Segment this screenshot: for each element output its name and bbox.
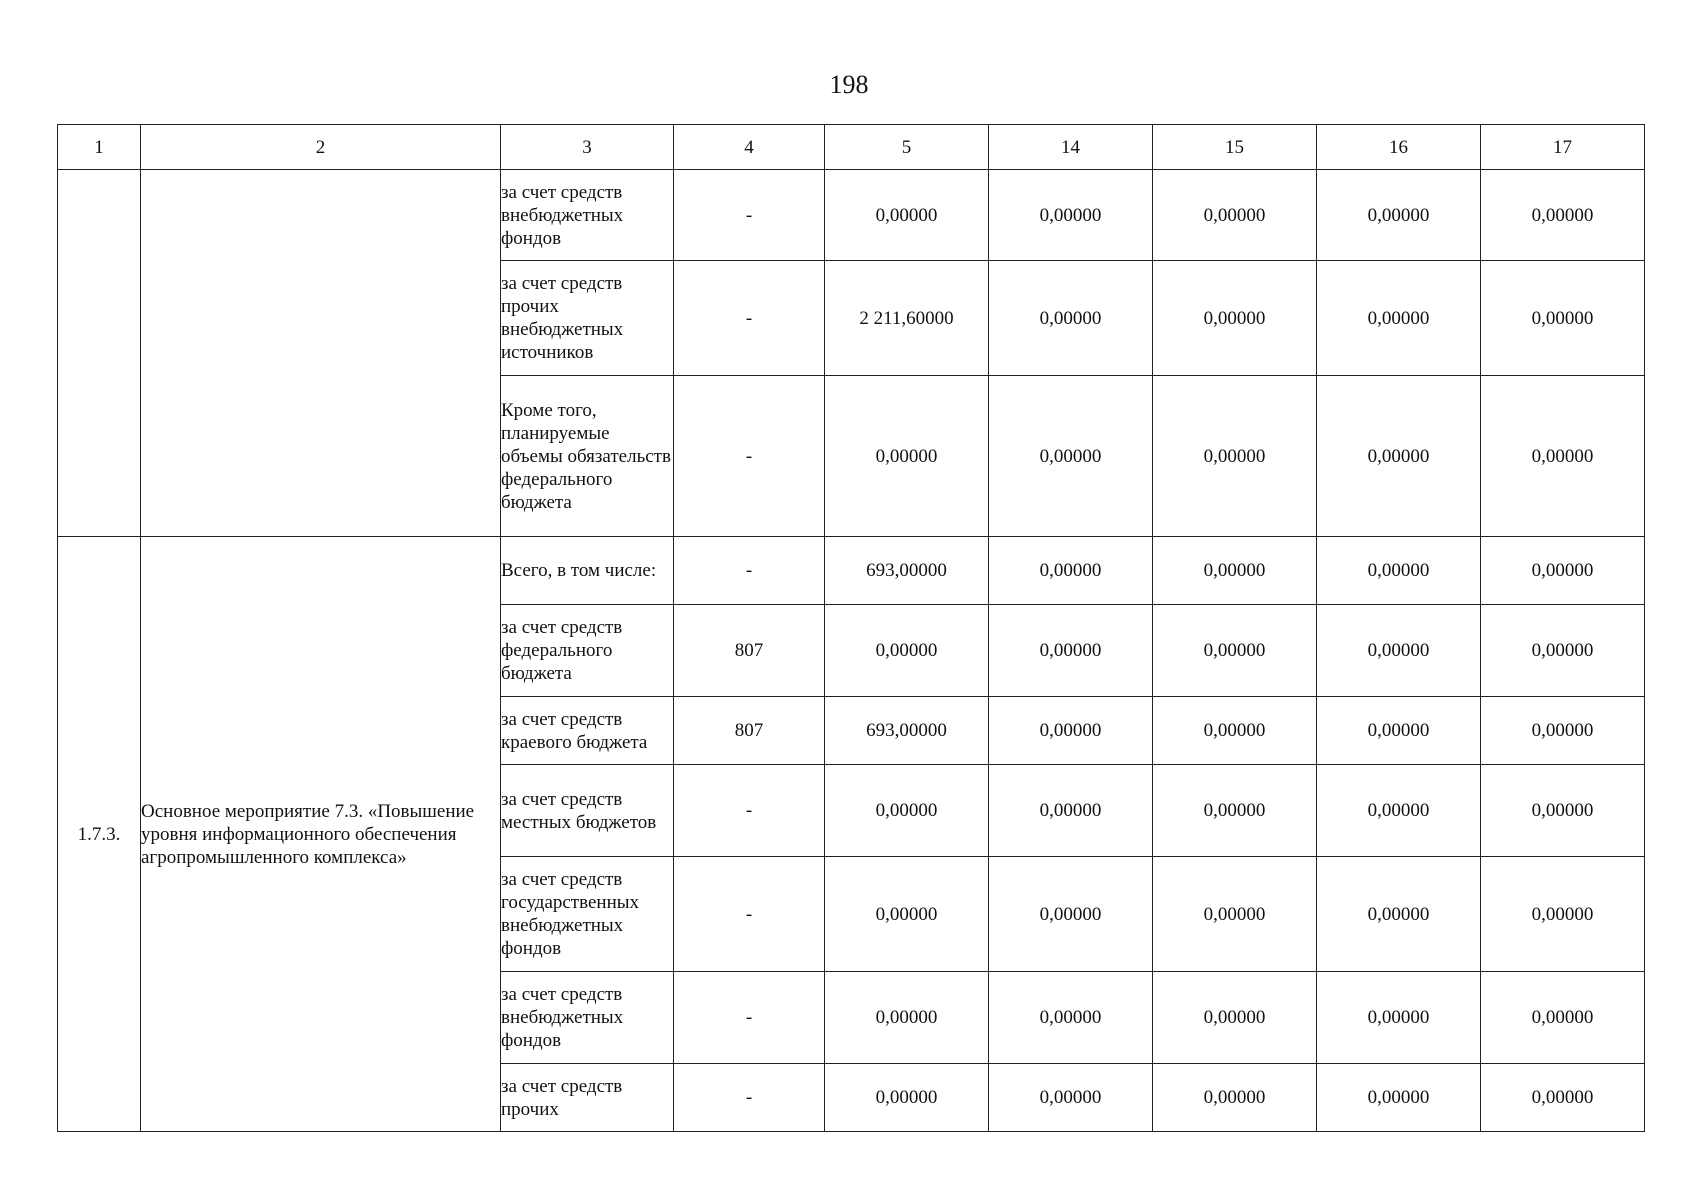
- amount-cell: 0,00000: [989, 537, 1153, 605]
- funding-source-cell: Всего, в том числе:: [501, 537, 674, 605]
- column-header: 16: [1317, 125, 1481, 170]
- amount-cell: 0,00000: [1153, 1064, 1317, 1132]
- funding-source-cell: за счет средств внебюджетных фондов: [501, 170, 674, 261]
- amount-cell: 0,00000: [1317, 605, 1481, 697]
- amount-cell: 0,00000: [1153, 857, 1317, 972]
- amount-cell: 0,00000: [1481, 376, 1645, 537]
- amount-cell: 0,00000: [989, 261, 1153, 376]
- item-code-cell: 1.7.3.: [58, 537, 141, 1132]
- funding-source-cell: Кроме того, планируемые объемы обязательств федерального бюджета: [501, 376, 674, 537]
- item-name-cell: [141, 170, 501, 537]
- amount-cell: 0,00000: [1317, 170, 1481, 261]
- amount-cell: 0,00000: [1153, 261, 1317, 376]
- amount-cell: 0,00000: [989, 1064, 1153, 1132]
- column-header: 4: [674, 125, 825, 170]
- amount-cell: 0,00000: [825, 605, 989, 697]
- kbk-cell: -: [674, 261, 825, 376]
- column-header: 5: [825, 125, 989, 170]
- kbk-cell: 807: [674, 605, 825, 697]
- amount-cell: 0,00000: [989, 765, 1153, 857]
- amount-cell: 0,00000: [1153, 376, 1317, 537]
- column-number-header-row: [58, 125, 1645, 170]
- funding-source-cell: за счет средств внебюджетных фондов: [501, 972, 674, 1064]
- funding-source-cell: за счет средств краевого бюджета: [501, 697, 674, 765]
- amount-cell: 0,00000: [1317, 857, 1481, 972]
- amount-cell: 0,00000: [825, 376, 989, 537]
- amount-cell: 0,00000: [1481, 261, 1645, 376]
- kbk-cell: -: [674, 857, 825, 972]
- amount-cell: 0,00000: [1153, 605, 1317, 697]
- amount-cell: 693,00000: [825, 697, 989, 765]
- amount-cell: 0,00000: [1481, 972, 1645, 1064]
- amount-cell: 2 211,60000: [825, 261, 989, 376]
- table-row: [58, 537, 1645, 605]
- amount-cell: 0,00000: [825, 1064, 989, 1132]
- funding-source-cell: за счет средств государственных внебюджетных фондов: [501, 857, 674, 972]
- column-header: 15: [1153, 125, 1317, 170]
- amount-cell: 0,00000: [825, 857, 989, 972]
- amount-cell: 0,00000: [825, 765, 989, 857]
- amount-cell: 0,00000: [1317, 376, 1481, 537]
- amount-cell: 693,00000: [825, 537, 989, 605]
- amount-cell: 0,00000: [1153, 765, 1317, 857]
- amount-cell: 0,00000: [1481, 765, 1645, 857]
- column-header: 1: [58, 125, 141, 170]
- kbk-cell: -: [674, 1064, 825, 1132]
- amount-cell: 0,00000: [1317, 537, 1481, 605]
- amount-cell: 0,00000: [989, 857, 1153, 972]
- budget-table: [57, 124, 1645, 1132]
- kbk-cell: -: [674, 376, 825, 537]
- kbk-cell: 807: [674, 697, 825, 765]
- page-number: 198: [829, 70, 869, 99]
- column-header: 2: [141, 125, 501, 170]
- amount-cell: 0,00000: [1481, 697, 1645, 765]
- table-row: [58, 170, 1645, 261]
- amount-cell: 0,00000: [1153, 537, 1317, 605]
- amount-cell: 0,00000: [1153, 972, 1317, 1064]
- kbk-cell: -: [674, 972, 825, 1064]
- amount-cell: 0,00000: [1317, 261, 1481, 376]
- item-name-cell: Основное мероприятие 7.3. «Повышение уровня информационного обеспечения агропромышленного комплекса»: [141, 537, 501, 1132]
- column-header: 17: [1481, 125, 1645, 170]
- funding-source-cell: за счет средств прочих: [501, 1064, 674, 1132]
- item-code-cell: [58, 170, 141, 537]
- amount-cell: 0,00000: [989, 605, 1153, 697]
- funding-source-cell: за счет средств федерального бюджета: [501, 605, 674, 697]
- amount-cell: 0,00000: [1153, 697, 1317, 765]
- amount-cell: 0,00000: [989, 972, 1153, 1064]
- amount-cell: 0,00000: [1317, 697, 1481, 765]
- amount-cell: 0,00000: [1481, 1064, 1645, 1132]
- amount-cell: 0,00000: [989, 697, 1153, 765]
- column-header: 3: [501, 125, 674, 170]
- kbk-cell: -: [674, 170, 825, 261]
- column-header: 14: [989, 125, 1153, 170]
- amount-cell: 0,00000: [825, 170, 989, 261]
- amount-cell: 0,00000: [825, 972, 989, 1064]
- amount-cell: 0,00000: [989, 170, 1153, 261]
- amount-cell: 0,00000: [1481, 537, 1645, 605]
- funding-source-cell: за счет средств местных бюджетов: [501, 765, 674, 857]
- amount-cell: 0,00000: [1317, 765, 1481, 857]
- amount-cell: 0,00000: [1481, 170, 1645, 261]
- kbk-cell: -: [674, 537, 825, 605]
- amount-cell: 0,00000: [1481, 857, 1645, 972]
- amount-cell: 0,00000: [1317, 1064, 1481, 1132]
- amount-cell: 0,00000: [1481, 605, 1645, 697]
- amount-cell: 0,00000: [989, 376, 1153, 537]
- amount-cell: 0,00000: [1153, 170, 1317, 261]
- amount-cell: 0,00000: [1317, 972, 1481, 1064]
- funding-source-cell: за счет средств прочих внебюджетных источников: [501, 261, 674, 376]
- kbk-cell: -: [674, 765, 825, 857]
